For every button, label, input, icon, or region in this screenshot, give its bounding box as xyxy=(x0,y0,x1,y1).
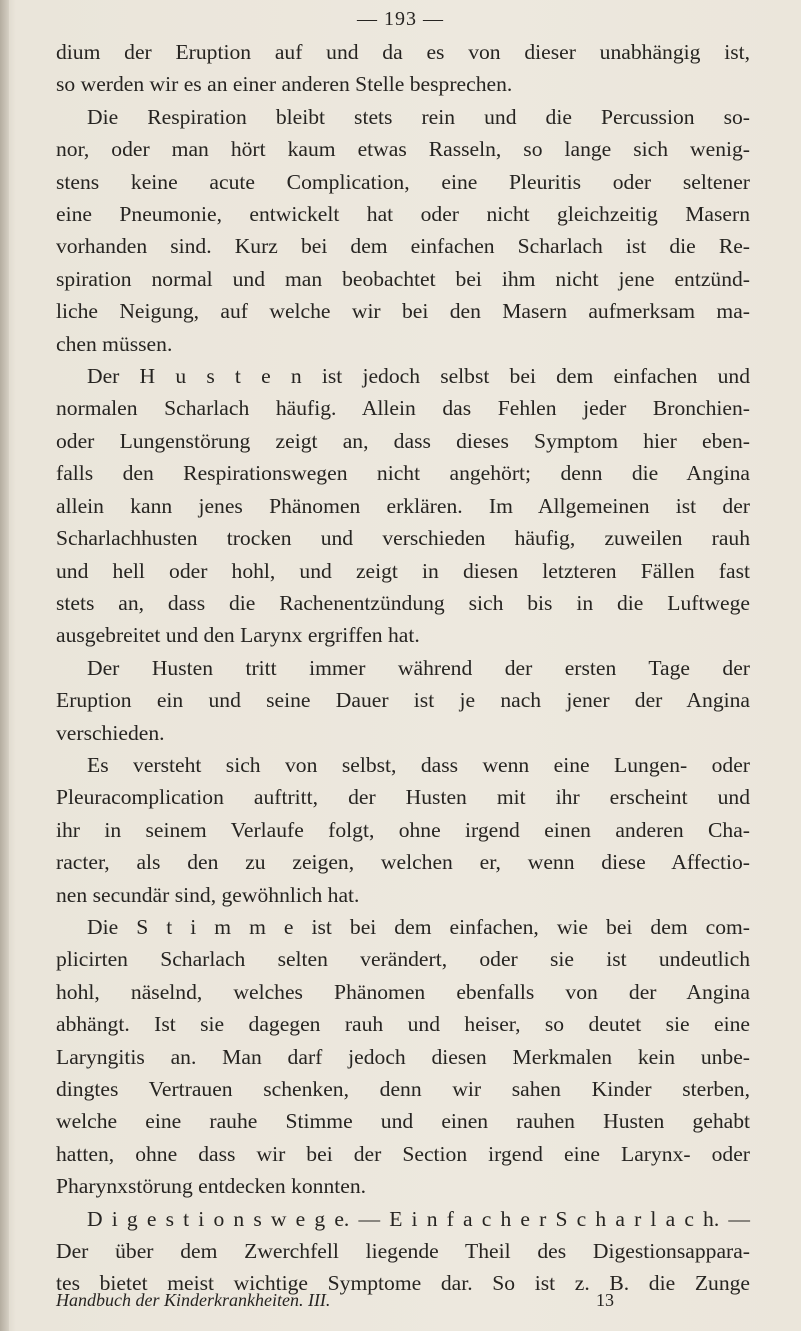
text-line: Die S t i m m e ist bei dem einfachen, wie bei dem com- xyxy=(87,914,750,939)
text-line: Eruption ein und seine Dauer ist je nach jener der Angina xyxy=(56,688,750,713)
text-line: Der H u s t e n ist jedoch selbst bei dem einfachen und xyxy=(87,364,750,389)
text-line: Der Husten tritt immer während der ersten Tage der xyxy=(87,655,750,680)
page-edge xyxy=(0,0,9,1331)
text-line: abhängt. Ist sie dagegen rauh und heiser, so deutet sie eine xyxy=(56,1012,750,1037)
body-text xyxy=(56,36,750,1300)
text-line: verschieden. xyxy=(56,720,165,745)
text-line: vorhanden sind. Kurz bei dem einfachen Scharlach ist die Re- xyxy=(56,234,750,259)
text-line: oder Lungenstörung zeigt an, dass dieses Symptom hier eben- xyxy=(56,428,750,453)
running-head-page-number: — 193 — xyxy=(357,8,444,30)
text-line: stets an, dass die Rachenentzündung sich bis in die Luftwege xyxy=(56,590,750,615)
text-line: nor, oder man hört kaum etwas Rasseln, so lange sich wenig- xyxy=(56,137,750,162)
text-line: ihr in seinem Verlaufe folgt, ohne irgend einen anderen Cha- xyxy=(56,817,750,842)
footer-signature: 13 xyxy=(596,1290,614,1310)
text-line: spiration normal und man beobachtet bei ihm nicht jene entzünd- xyxy=(56,266,750,291)
text-line: Pharynxstörung entdecken konnten. xyxy=(56,1174,367,1199)
text-line: hatten, ohne dass wir bei der Section irgend eine Larynx- oder xyxy=(56,1141,750,1166)
text-line: Die Respiration bleibt stets rein und die Percussion so- xyxy=(87,104,750,129)
text-line: racter, als den zu zeigen, welchen er, wenn diese Affectio- xyxy=(56,850,750,875)
text-line: liche Neigung, auf welche wir bei den Masern aufmerksam ma- xyxy=(56,299,750,324)
text-line: Pleuracomplication auftritt, der Husten mit ihr erscheint und xyxy=(56,785,750,810)
text-line: ausgebreitet und den Larynx ergriffen hat. xyxy=(56,623,420,648)
section-heading-line: D i g e s t i o n s w e g e. — E i n f a c h e r S c h a r l a c h. — xyxy=(87,1206,750,1231)
text-line: plicirten Scharlach selten verändert, oder sie ist undeutlich xyxy=(56,947,750,972)
text-line: normalen Scharlach häufig. Allein das Fehlen jeder Bronchien- xyxy=(56,396,750,421)
text-line: und hell oder hohl, und zeigt in diesen letzteren Fällen fast xyxy=(56,558,750,583)
text-line: dingtes Vertrauen schenken, denn wir sahen Kinder sterben, xyxy=(56,1077,750,1101)
text-line: eine Pneumonie, entwickelt hat oder nicht gleichzeitig Masern xyxy=(56,202,750,227)
text-line: Laryngitis an. Man darf jedoch diesen Merkmalen kein unbe- xyxy=(56,1044,750,1069)
page-footer xyxy=(56,1290,640,1311)
text-line: falls den Respirationswegen nicht angehört; denn die Angina xyxy=(56,461,750,486)
text-line: chen müssen. xyxy=(56,331,173,356)
text-line: welche eine rauhe Stimme und einen rauhen Husten gehabt xyxy=(56,1109,750,1134)
text-line: so werden wir es an einer anderen Stelle besprechen. xyxy=(56,72,513,97)
footer-source: Handbuch der Kinderkrankheiten. III. xyxy=(56,1290,331,1310)
text-line: dium der Eruption auf und da es von dieser unabhängig ist, xyxy=(56,40,750,64)
text-line: nen secundär sind, gewöhnlich hat. xyxy=(56,882,360,907)
text-line: tes bietet meist wichtige Symptome dar. So ist z. B. die Zunge xyxy=(56,1271,750,1296)
text-line: allein kann jenes Phänomen erklären. Im Allgemeinen ist der xyxy=(56,493,750,518)
text-line: Der über dem Zwerchfell liegende Theil des Digestionsappara- xyxy=(56,1239,750,1264)
text-line: hohl, näselnd, welches Phänomen ebenfalls von der Angina xyxy=(56,979,750,1004)
text-line: stens keine acute Complication, eine Pleuritis oder seltener xyxy=(56,169,750,194)
text-line: Scharlachhusten trocken und verschieden häufig, zuweilen rauh xyxy=(56,526,750,551)
text-line: Es versteht sich von selbst, dass wenn eine Lungen- oder xyxy=(87,752,750,777)
